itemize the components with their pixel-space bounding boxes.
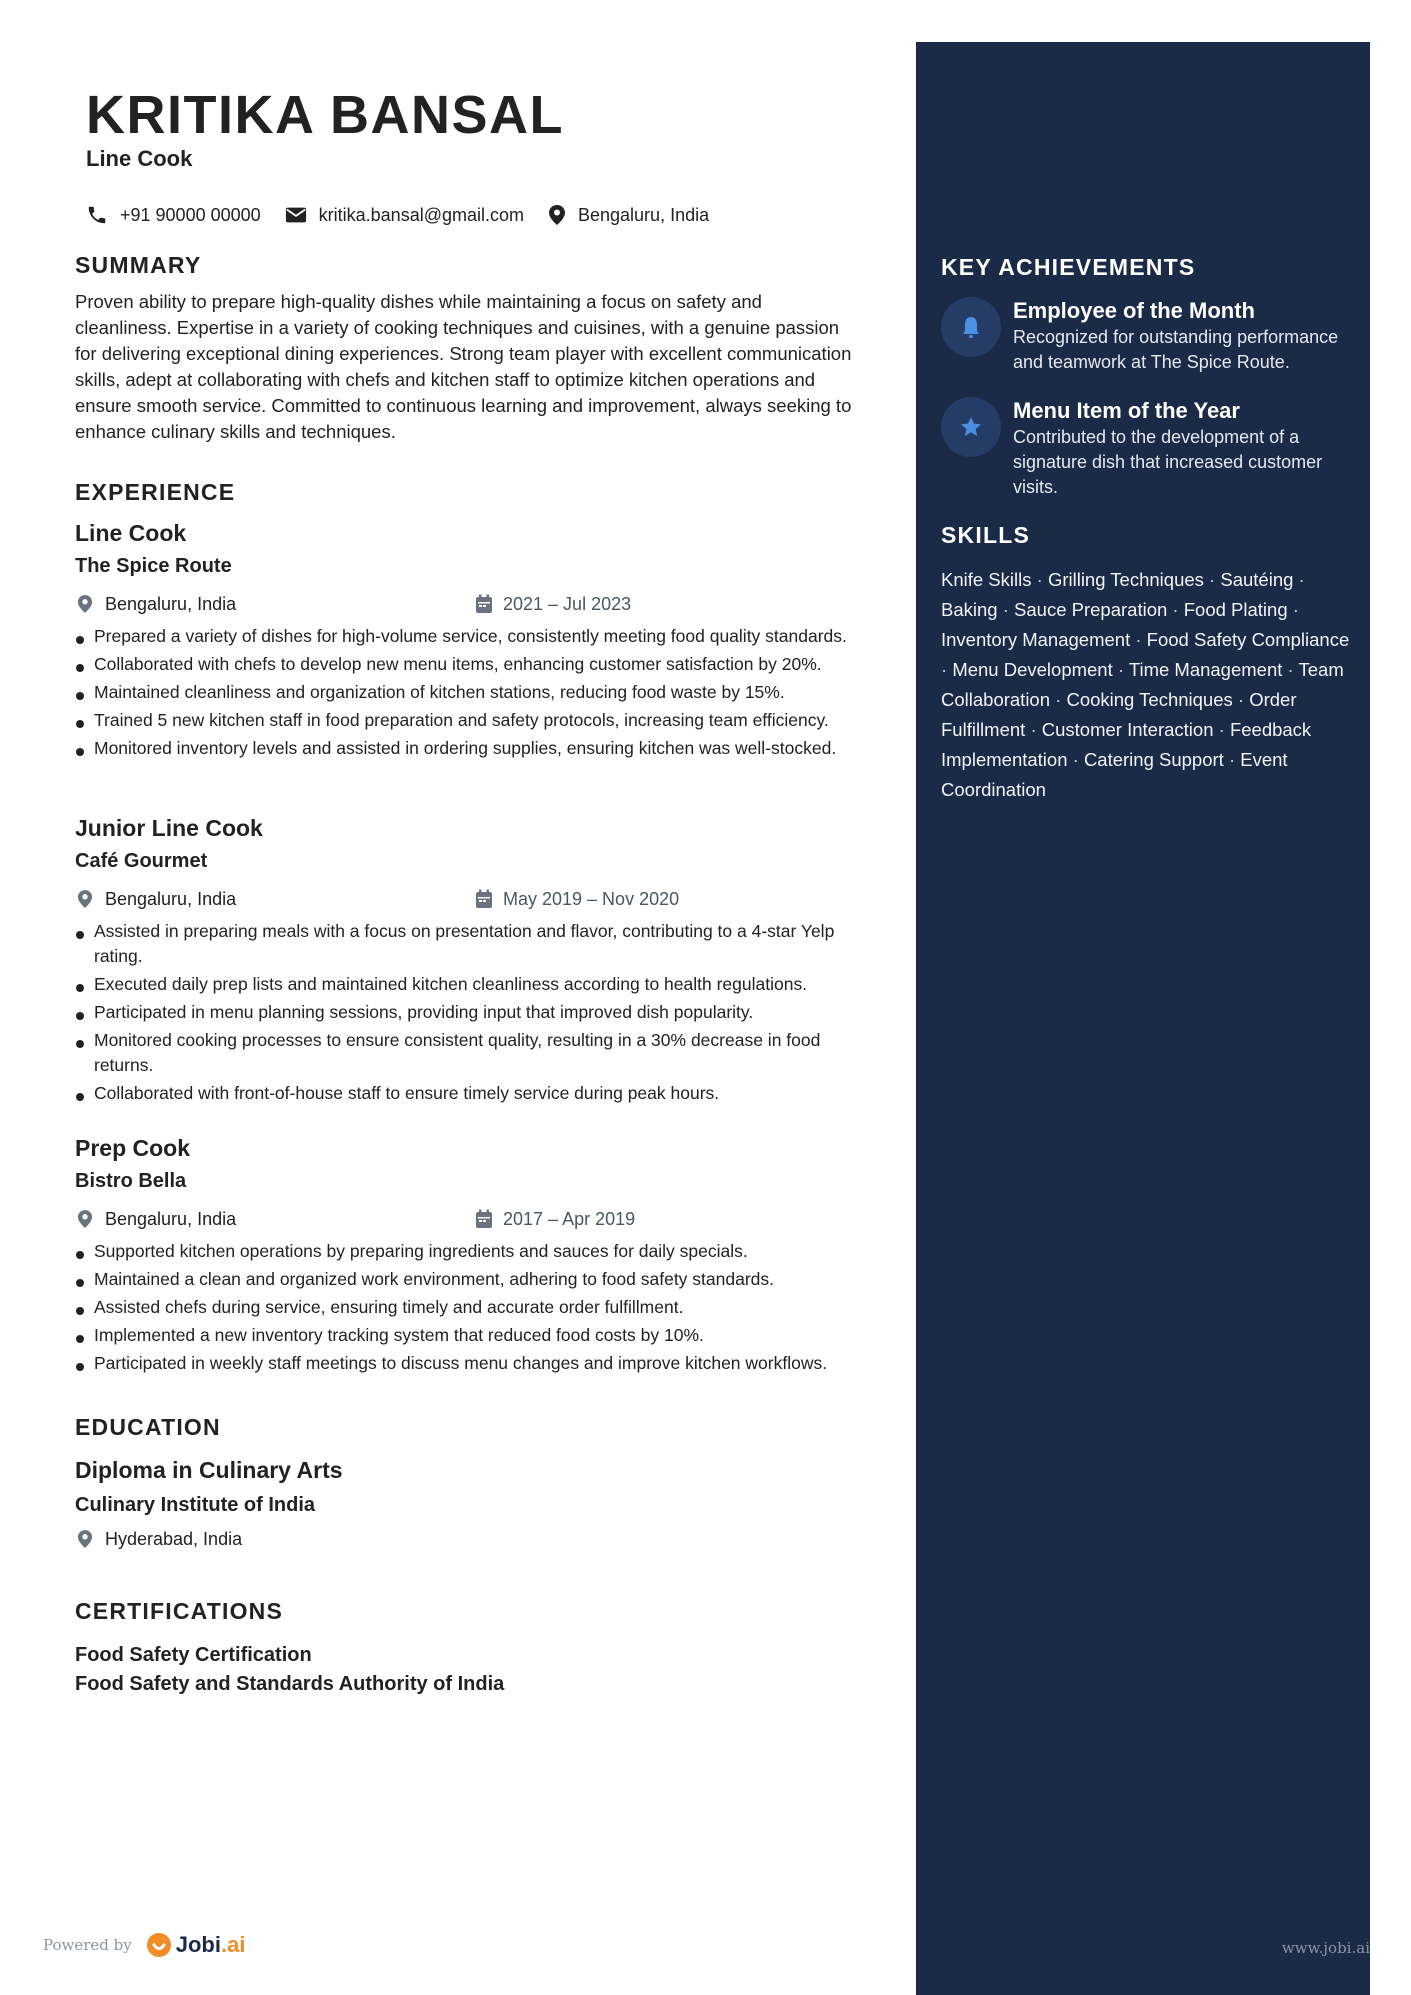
job-bullets — [75, 624, 855, 761]
skill-item: Knife Skills — [941, 569, 1032, 590]
skill-item: Customer Interaction — [1041, 719, 1214, 740]
skills-heading: SKILLS — [941, 522, 1030, 548]
achievement-title: Menu Item of the Year — [1013, 398, 1240, 423]
job-position: Line Cook — [75, 520, 187, 546]
job-meta — [75, 1207, 855, 1231]
list-item: Assisted in preparing meals with a focus on presentation and flavor, contributing to a 4-star Yelp rating. — [75, 919, 855, 969]
skill-item: Cooking Techniques — [1066, 689, 1233, 710]
job-position: Junior Line Cook — [75, 815, 263, 841]
contact-email[interactable] — [285, 205, 524, 226]
contact-location — [548, 204, 709, 226]
education-degree: Diploma in Culinary Arts — [75, 1457, 343, 1483]
jobi-logo-main: Jobi — [175, 1932, 221, 1957]
location-pin-icon — [548, 204, 566, 226]
list-item: Executed daily prep lists and maintained kitchen cleanliness according to health regulations. — [75, 972, 855, 997]
skill-separator: · — [1167, 599, 1184, 620]
skill-item: Feedback Implementation — [941, 719, 1312, 770]
achievement-text — [1013, 297, 1351, 375]
job-title: Line Cook — [86, 146, 193, 171]
phone-text: +91 90000 00000 — [120, 204, 261, 225]
skill-separator: · — [941, 659, 953, 680]
skill-separator: · — [1287, 599, 1299, 620]
education-section — [75, 1414, 855, 1551]
summary-heading: SUMMARY — [75, 252, 202, 278]
list-item: Collaborated with front-of-house staff to ensure timely service during peak hours. — [75, 1081, 855, 1106]
skill-separator: · — [1293, 569, 1305, 590]
summary-section — [75, 252, 855, 445]
achievement-title: Employee of the Month — [1013, 298, 1255, 323]
skill-separator: · — [1223, 749, 1241, 770]
list-item: Prepared a variety of dishes for high-volume service, consistently meeting food quality standards. — [75, 624, 855, 649]
certification-issuer: Food Safety and Standards Authority of India — [75, 1673, 505, 1695]
jobi-logo[interactable] — [146, 1932, 246, 1958]
job-location-text: Bengaluru, India — [105, 1208, 237, 1229]
experience-heading: EXPERIENCE — [75, 479, 236, 505]
job-meta — [75, 592, 855, 616]
job-location — [75, 594, 475, 615]
skill-item: Event Coordination — [941, 749, 1288, 800]
certifications-heading: CERTIFICATIONS — [75, 1598, 284, 1624]
calendar-icon — [475, 1209, 493, 1229]
skill-item: Time Management — [1128, 659, 1283, 680]
list-item: Collaborated with chefs to develop new menu items, enhancing customer satisfaction by 20%. — [75, 652, 855, 677]
job-meta — [75, 887, 855, 911]
list-item: Implemented a new inventory tracking system that reduced food costs by 10%. — [75, 1323, 855, 1348]
skill-item: Menu Development — [952, 659, 1113, 680]
job-dates-text: May 2019 – Nov 2020 — [503, 888, 680, 909]
experience-section — [75, 479, 855, 506]
education-heading: EDUCATION — [75, 1414, 221, 1440]
calendar-icon — [475, 889, 493, 909]
job-entry — [75, 520, 855, 764]
skill-separator: · — [1025, 719, 1042, 740]
skill-separator: · — [1213, 719, 1230, 740]
skill-separator: · — [997, 599, 1015, 620]
location-pin-icon — [77, 1209, 93, 1229]
sidebar — [916, 42, 1370, 1995]
calendar-icon — [475, 594, 493, 614]
skill-item: Baking — [941, 599, 998, 620]
job-dates — [475, 594, 631, 615]
job-position: Prep Cook — [75, 1135, 191, 1161]
certification-name: Food Safety Certification — [75, 1644, 312, 1666]
bell-icon — [941, 297, 1001, 357]
achievement-item — [941, 297, 1351, 375]
skill-item: Inventory Management — [941, 629, 1131, 650]
list-item: Supported kitchen operations by preparing ingredients and sauces for daily specials. — [75, 1239, 855, 1264]
job-entry — [75, 1135, 855, 1379]
skill-separator: · — [1031, 569, 1048, 590]
list-item: Assisted chefs during service, ensuring timely and accurate order fulfillment. — [75, 1295, 855, 1320]
achievement-text — [1013, 397, 1351, 500]
achievements-heading: KEY ACHIEVEMENTS — [941, 254, 1196, 280]
powered-by — [43, 1932, 245, 1958]
job-company: Café Gourmet — [75, 850, 208, 872]
summary-text: Proven ability to prepare high-quality dishes while maintaining a focus on safety and cleanliness. Expertise in a variety of cooking techniques and cuisines, with a genuine passion for delivering exceptional dining experiences. Strong team player with excellent communication skills, adept at collaborating with chefs and kitchen staff to optimize kitchen operations and ensure smooth service. Committed to continuous learning and improvement, always seeking to enhance culinary skills and techniques. — [75, 291, 852, 442]
achievement-item — [941, 397, 1351, 500]
phone-icon — [86, 204, 108, 226]
skill-separator: · — [1067, 749, 1084, 770]
skill-separator: · — [1050, 689, 1067, 710]
list-item: Participated in weekly staff meetings to discuss menu changes and improve kitchen workflows. — [75, 1351, 855, 1376]
skill-separator: · — [1130, 629, 1147, 650]
achievement-description: Recognized for outstanding performance and teamwork at The Spice Route. — [1013, 327, 1339, 372]
mail-icon — [285, 206, 307, 224]
job-company: The Spice Route — [75, 555, 232, 577]
education-meta — [75, 1527, 855, 1551]
skills-list — [941, 565, 1351, 805]
certifications-section — [75, 1598, 855, 1699]
powered-by-label: Powered by — [43, 1936, 132, 1954]
job-dates — [475, 1209, 635, 1230]
contact-bar — [86, 204, 733, 226]
skill-separator: · — [1282, 659, 1299, 680]
achievement-description: Contributed to the development of a signature dish that increased customer visits. — [1013, 427, 1323, 497]
list-item: Monitored cooking processes to ensure consistent quality, resulting in a 30% decrease in food returns. — [75, 1028, 855, 1078]
education-location-text: Hyderabad, India — [105, 1528, 243, 1549]
job-dates-text: 2017 – Apr 2019 — [503, 1208, 636, 1229]
skill-item: Grilling Techniques — [1047, 569, 1204, 590]
skill-item: Order Fulfillment — [941, 689, 1297, 740]
job-dates — [475, 889, 679, 910]
location-text: Bengaluru, India — [578, 204, 710, 225]
location-pin-icon — [77, 594, 93, 614]
job-location-text: Bengaluru, India — [105, 888, 237, 909]
skill-item: Team Collaboration — [941, 659, 1344, 710]
education-school: Culinary Institute of India — [75, 1494, 316, 1516]
jobi-logo-suffix: .ai — [220, 1932, 246, 1957]
email-text: kritika.bansal@gmail.com — [318, 204, 524, 225]
list-item: Maintained a clean and organized work environment, adhering to food safety standards. — [75, 1267, 855, 1292]
website-link[interactable]: www.jobi.ai — [1281, 1939, 1370, 1957]
sidebar-content — [941, 254, 1351, 805]
list-item: Monitored inventory levels and assisted in ordering supplies, ensuring kitchen was well-stocked. — [75, 736, 855, 761]
jobi-logo-icon — [146, 1932, 172, 1958]
candidate-name: KRITIKA BANSAL — [86, 85, 564, 145]
location-pin-icon — [77, 1529, 93, 1549]
job-location — [75, 1209, 475, 1230]
list-item: Maintained cleanliness and organization of kitchen stations, reducing food waste by 15%. — [75, 680, 855, 705]
location-pin-icon — [77, 889, 93, 909]
skill-separator: · — [1112, 659, 1129, 680]
list-item: Trained 5 new kitchen staff in food preparation and safety protocols, increasing team efficiency. — [75, 708, 855, 733]
contact-phone[interactable] — [86, 204, 261, 226]
education-location — [75, 1529, 475, 1550]
skill-item: Sautéing — [1220, 569, 1294, 590]
skill-separator: · — [1232, 689, 1250, 710]
skill-separator: · — [1203, 569, 1221, 590]
skill-item: Sauce Preparation — [1014, 599, 1168, 620]
job-bullets — [75, 919, 855, 1106]
star-icon — [941, 397, 1001, 457]
list-item: Participated in menu planning sessions, providing input that improved dish popularity. — [75, 1000, 855, 1025]
skill-item: Food Plating — [1183, 599, 1288, 620]
job-entry — [75, 815, 855, 1109]
job-dates-text: 2021 – Jul 2023 — [503, 593, 632, 614]
job-location-text: Bengaluru, India — [105, 593, 237, 614]
job-company: Bistro Bella — [75, 1170, 187, 1192]
skill-item: Food Safety Compliance — [1146, 629, 1350, 650]
job-bullets — [75, 1239, 855, 1376]
skill-item: Catering Support — [1083, 749, 1224, 770]
job-location — [75, 889, 475, 910]
